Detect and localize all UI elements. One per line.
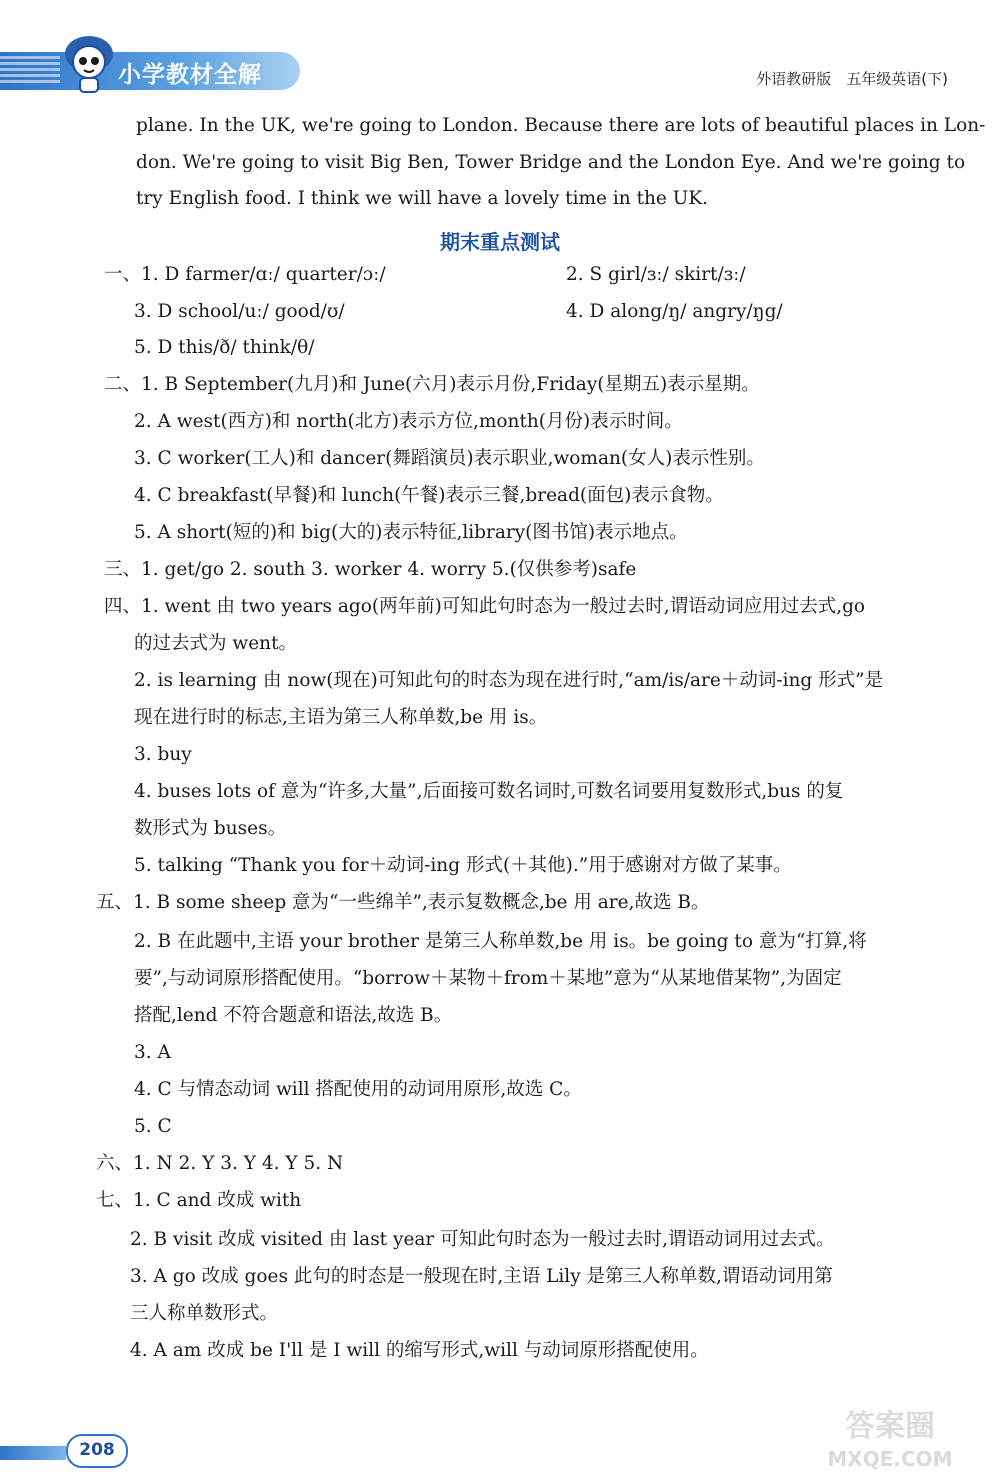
text-line: 5. D this/ð/ think/θ/ — [134, 337, 315, 358]
svg-text:MXQE.COM: MXQE.COM — [827, 1447, 953, 1471]
edition-label: 外语教研版 五年级英语(下) — [756, 70, 948, 88]
text-line: 4. A am 改成 be I'll 是 I will 的缩写形式,will 与动词原形搭配使用。 — [130, 1340, 709, 1361]
text-line: 搭配,lend 不符合题意和语法,故选 B。 — [134, 1005, 453, 1026]
text-line: 六、1. N 2. Y 3. Y 4. Y 5. N — [96, 1153, 344, 1174]
header-stripes — [0, 56, 60, 86]
text-line: 4. buses lots of 意为“许多,大量”,后面接可数名词时,可数名词要用复数形式,bus 的复 — [134, 781, 844, 802]
text-line: 3. A — [134, 1042, 171, 1063]
text-line: 三人称单数形式。 — [130, 1303, 279, 1324]
text-line: 一、1. D farmer/ɑː/ quarter/ɔː/ — [104, 264, 386, 285]
text-line: 2. is learning 由 now(现在)可知此句的时态为现在进行时,“am/is/are＋动词-ing 形式”是 — [134, 670, 884, 691]
text-line: 2. S girl/ɜː/ skirt/ɜː/ — [566, 264, 746, 285]
text-line: 5. A short(短的)和 big(大的)表示特征,library(图书馆)表示地点。 — [134, 522, 688, 543]
mascot-icon — [60, 32, 118, 96]
text-line: 数形式为 buses。 — [134, 818, 287, 839]
text-line: try English food. I think we will have a lovely time in the UK. — [136, 188, 709, 209]
text-line: 的过去式为 went。 — [134, 633, 298, 654]
footer-bar — [0, 1446, 66, 1460]
text-line: 二、1. B September(九月)和 June(六月)表示月份,Friday(星期五)表示星期。 — [104, 374, 760, 395]
text-line: 4. D along/ŋ/ angry/ŋg/ — [566, 301, 783, 322]
text-line: 5. talking “Thank you for＋动词-ing 形式(＋其他).”用于感谢对方做了某事。 — [134, 855, 792, 876]
text-line: 2. A west(西方)和 north(北方)表示方位,month(月份)表示时间。 — [134, 411, 683, 432]
book-title: 小学教材全解 — [118, 62, 262, 88]
text-line: 五、1. B some sheep 意为“一些绵羊”,表示复数概念,be 用 are,故选 B。 — [96, 892, 710, 913]
text-line: 3. A go 改成 goes 此句的时态是一般现在时,主语 Lily 是第三人称单数,谓语动词用第 — [130, 1266, 833, 1287]
text-line: 4. C 与情态动词 will 搭配使用的动词用原形,故选 C。 — [134, 1079, 582, 1100]
text-line: 5. C — [134, 1116, 172, 1137]
text-line: don. We're going to visit Big Ben, Tower Bridge and the London Eye. And we're going to — [136, 152, 966, 173]
text-line: 三、1. get/go 2. south 3. worker 4. worry 5.(仅供参考)safe — [104, 559, 637, 580]
text-line: plane. In the UK, we're going to London. Because there are lots of beautiful places in Lon- — [136, 115, 986, 136]
section-title: 期末重点测试 — [440, 230, 560, 254]
text-line: 2. B 在此题中,主语 your brother 是第三人称单数,be 用 is。be going to 意为“打算,将 — [134, 931, 867, 952]
text-line: 现在进行时的标志,主语为第三人称单数,be 用 is。 — [134, 707, 548, 728]
svg-text:答案圈: 答案圈 — [845, 1409, 935, 1444]
text-line: 3. D school/uː/ good/ʊ/ — [134, 301, 345, 322]
watermark-logo — [780, 1400, 1000, 1476]
text-line: 四、1. went 由 two years ago(两年前)可知此句时态为一般过去时,谓语动词应用过去式,go — [104, 596, 866, 617]
page-number: 208 — [66, 1434, 128, 1468]
text-line: 2. B visit 改成 visited 由 last year 可知此句时态为一般过去时,谓语动词用过去式。 — [130, 1229, 835, 1250]
text-line: 4. C breakfast(早餐)和 lunch(午餐)表示三餐,bread(面包)表示食物。 — [134, 485, 724, 506]
text-line: 3. buy — [134, 744, 192, 765]
text-line: 3. C worker(工人)和 dancer(舞蹈演员)表示职业,woman(女人)表示性别。 — [134, 448, 765, 469]
text-line: 要”,与动词原形搭配使用。“borrow＋某物＋from＋某地”意为“从某地借某物”,为固定 — [134, 968, 842, 989]
text-line: 七、1. C and 改成 with — [96, 1190, 302, 1211]
